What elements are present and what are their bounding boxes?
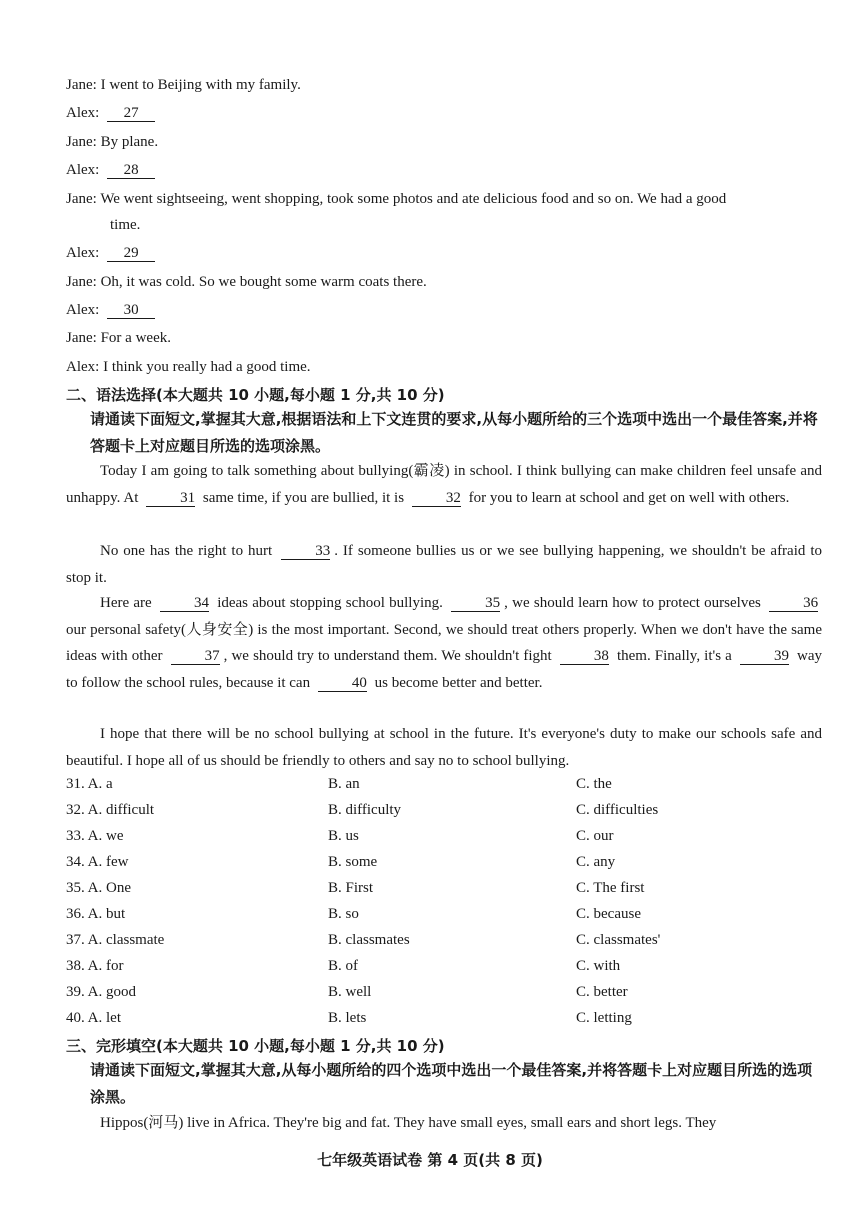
option-c: C. better — [576, 984, 628, 1000]
dialog-line — [66, 357, 826, 377]
passage-paragraph — [66, 590, 822, 696]
option-b: B. lets — [328, 1010, 367, 1026]
option-a: 35. A. One — [66, 880, 131, 896]
option-row — [66, 802, 826, 824]
dialog-text: For a week. — [100, 330, 171, 346]
passage-text: same time, if you are bullied, it is — [202, 489, 405, 506]
option-a: 34. A. few — [66, 854, 129, 870]
option-c: C. difficulties — [576, 802, 659, 818]
option-row — [66, 932, 826, 954]
option-row — [66, 984, 826, 1006]
option-b: B. First — [328, 880, 374, 896]
option-b: B. so — [328, 906, 359, 922]
section-title: 三、完形填空(本大题共 10 小题,每小题 1 分,共 10 分) — [66, 1037, 445, 1055]
option-c: C. letting — [576, 1010, 632, 1026]
speaker: Jane: — [66, 274, 97, 290]
passage-paragraph — [66, 538, 822, 591]
blank-number: 38 — [560, 648, 609, 665]
speaker: Alex: — [66, 302, 100, 318]
dialog-text: We went sightseeing, went shopping, took some photos and ate delicious food and so on. We had a good — [100, 191, 727, 207]
passage-text: way to follow the school rules, because it can — [66, 648, 823, 691]
blank-number: 36 — [769, 595, 818, 612]
option-c: C. The first — [576, 880, 645, 896]
dialog-line — [66, 300, 826, 320]
option-a: 38. A. for — [66, 958, 124, 974]
speaker: Jane: — [66, 134, 97, 150]
blank-number: 30 — [107, 302, 155, 319]
speaker: Jane: — [66, 330, 97, 346]
speaker: Jane: — [66, 77, 97, 93]
blank-number: 32 — [412, 490, 461, 507]
blank-number: 34 — [160, 595, 209, 612]
option-b: B. us — [328, 828, 359, 844]
blank-number: 27 — [107, 105, 155, 122]
option-a: 31. A. a — [66, 776, 113, 792]
option-c: C. our — [576, 828, 614, 844]
blank-number: 40 — [318, 675, 367, 692]
passage-text: . If someone bullies us or we see bullying happening, we shouldn't be afraid to stop it. — [66, 543, 823, 586]
option-c: C. classmates' — [576, 932, 661, 948]
blank-number: 31 — [146, 490, 195, 507]
option-a: 39. A. good — [66, 984, 137, 1000]
dialog-text: By plane. — [100, 134, 159, 150]
passage-text: Here are — [100, 595, 152, 611]
option-row — [66, 1010, 826, 1032]
dialog-line — [66, 132, 826, 152]
option-row — [66, 906, 826, 928]
speaker: Alex: — [66, 162, 100, 178]
blank-number: 39 — [740, 648, 789, 665]
dialog-line — [66, 103, 826, 123]
option-a: 37. A. classmate — [66, 932, 165, 948]
passage-text: us become better and better. — [374, 674, 543, 691]
passage-paragraph — [66, 458, 822, 511]
dialog-text: Oh, it was cold. So we bought some warm coats there. — [100, 274, 427, 290]
option-c: C. with — [576, 958, 621, 974]
dialog-line — [66, 328, 826, 348]
passage-text: No one has the right to hurt — [100, 543, 273, 559]
speaker: Alex: — [66, 359, 100, 375]
dialog-text: time. — [110, 217, 141, 233]
dialog-line-wrap — [66, 215, 826, 235]
option-a: 40. A. let — [66, 1010, 121, 1026]
option-row — [66, 958, 826, 980]
passage-text: ideas about stopping school bullying. — [217, 595, 443, 611]
dialog-line — [66, 75, 826, 95]
option-row — [66, 776, 826, 798]
option-b: B. an — [328, 776, 360, 792]
blank-number: 37 — [171, 648, 220, 665]
passage-text: our personal safety(人身安全) is the most important. Second, we should treat others properly. When we don't have the same ideas with other — [66, 621, 822, 664]
option-c: C. the — [576, 776, 612, 792]
section-title: 二、语法选择(本大题共 10 小题,每小题 1 分,共 10 分) — [66, 386, 445, 404]
option-b: B. some — [328, 854, 378, 870]
option-b: B. well — [328, 984, 372, 1000]
section-instruction: 请通读下面短文,掌握其大意,从每小题所给的四个选项中选出一个最佳答案,并将答题卡上对应题目所选的选项涂黑。 — [90, 1061, 813, 1106]
speaker: Alex: — [66, 105, 100, 121]
option-c: C. because — [576, 906, 641, 922]
option-row — [66, 880, 826, 902]
blank-number: 33 — [281, 543, 330, 560]
dialog-line — [66, 243, 826, 263]
passage-text: them. Finally, it's a — [616, 648, 732, 664]
option-a: 32. A. difficult — [66, 802, 155, 818]
speaker: Jane: — [66, 191, 97, 207]
page-footer: 七年级英语试卷 第 4 页(共 8 页) — [317, 1151, 543, 1169]
passage-text: Today I am going to talk something about bullying(霸凌) in school. I think bullying can make children feel unsafe and unhappy. At — [66, 463, 822, 506]
passage-text: , we should try to understand them. We shouldn't fight — [223, 648, 552, 664]
option-b: B. of — [328, 958, 358, 974]
blank-number: 35 — [451, 595, 500, 612]
passage-text: for you to learn at school and get on well with others. — [468, 489, 790, 506]
section-instruction: 请通读下面短文,掌握其大意,根据语法和上下文连贯的要求,从每小题所给的三个选项中选出一个最佳答案,并将答题卡上对应题目所选的选项涂黑。 — [90, 410, 818, 455]
option-b: B. classmates — [328, 932, 410, 948]
blank-number: 28 — [107, 162, 155, 179]
blank-number: 29 — [107, 245, 155, 262]
speaker: Alex: — [66, 245, 100, 261]
option-row — [66, 854, 826, 876]
option-row — [66, 828, 826, 850]
dialog-line — [66, 272, 826, 292]
dialog-line — [66, 189, 826, 209]
passage-text: , we should learn how to protect ourselves — [504, 595, 761, 611]
option-b: B. difficulty — [328, 802, 402, 818]
dialog-text: I think you really had a good time. — [103, 359, 311, 375]
dialog-text: I went to Beijing with my family. — [100, 77, 301, 93]
option-c: C. any — [576, 854, 616, 870]
option-a: 33. A. we — [66, 828, 124, 844]
option-a: 36. A. but — [66, 906, 126, 922]
passage-paragraph: Hippos(河马) live in Africa. They're big and fat. They have small eyes, small ears and short legs. They — [100, 1115, 717, 1131]
passage-paragraph: I hope that there will be no school bullying at school in the future. It's everyone's duty to make our schools safe and beautiful. I hope all of us should be friendly to others and say no to school bullying. — [66, 726, 822, 769]
dialog-line — [66, 160, 826, 180]
